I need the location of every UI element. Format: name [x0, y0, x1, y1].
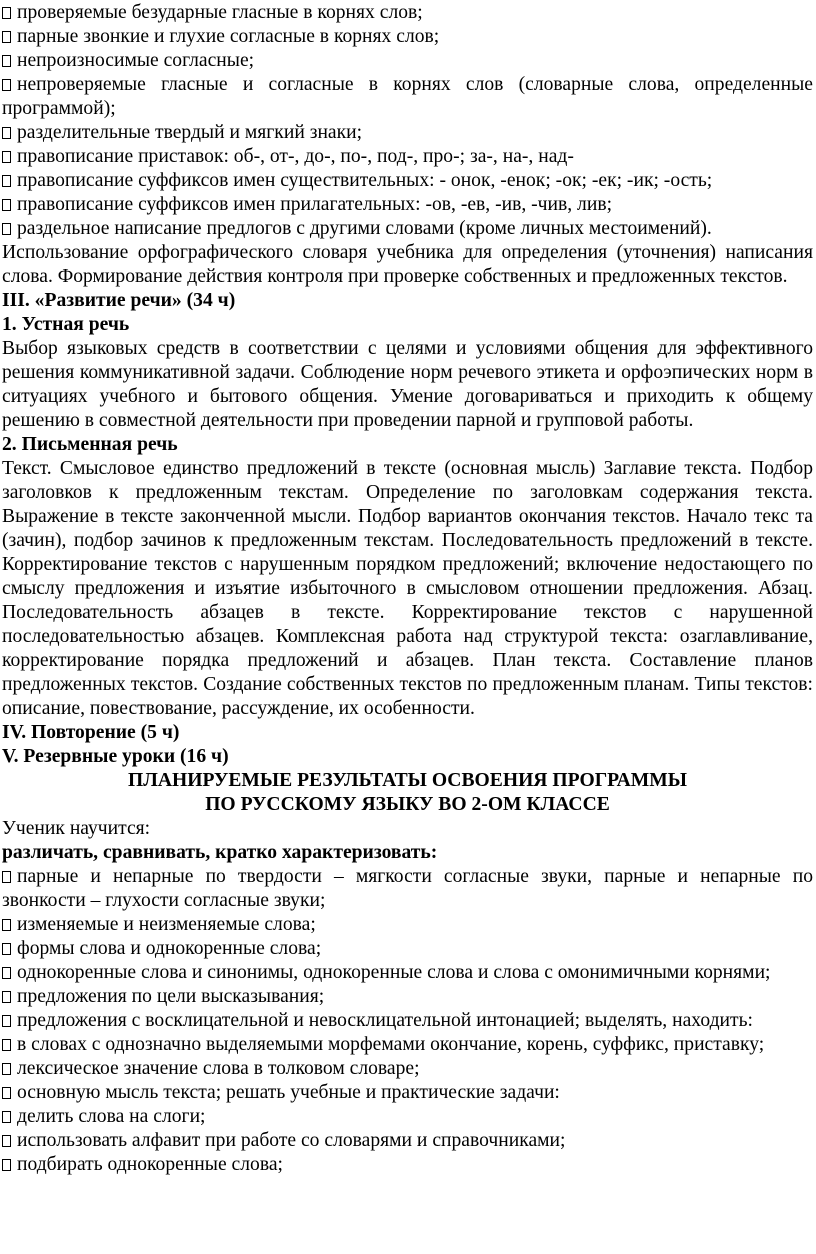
- bullet-box-icon: [2, 991, 11, 1003]
- oral-speech-title: 1. Устная речь: [2, 314, 130, 335]
- list-item: парные звонкие и глухие согласные в корнях слов;: [2, 25, 813, 49]
- list-item: правописание суффиксов имен прилагательных: -ов, -ев, -ив, -чив, лив;: [2, 193, 813, 217]
- bullet-box-icon: [2, 79, 11, 91]
- bullet-box-icon: [2, 871, 11, 883]
- bullet-box-icon: [2, 7, 11, 19]
- results-title-line-2: ПО РУССКОМУ ЯЗЫКУ ВО 2-ОМ КЛАССЕ: [205, 794, 610, 815]
- student-will-learn: Ученик научится:: [2, 818, 151, 839]
- spelling-rules-list: [2, 1, 813, 241]
- list-item: делить слова на слоги;: [2, 1105, 813, 1129]
- bullet-box-icon: [2, 175, 11, 187]
- orthography-paragraph: Использование орфографического словаря учебника для определения (уточнения) написания слова. Формирование действия контроля при проверке собственных и предложенных текстов.: [2, 242, 813, 287]
- list-item: раздельное написание предлогов с другими словами (кроме личных местоимений).: [2, 217, 813, 241]
- distinguish-title: различать, сравнивать, кратко характеризовать:: [2, 842, 438, 863]
- list-item: использовать алфавит при работе со словарями и справочниками;: [2, 1129, 813, 1153]
- list-item: изменяемые и неизменяемые слова;: [2, 913, 813, 937]
- list-item: лексическое значение слова в толковом словаре;: [2, 1057, 813, 1081]
- bullet-box-icon: [2, 1135, 11, 1147]
- bullet-box-icon: [2, 31, 11, 43]
- written-speech-paragraph: Текст. Смысловое единство предложений в тексте (основная мысль) Заглавие текста. Подбор заголовков к предложенным текстам. Определение по заголовкам содержания текста. Выражение в тексте законченной мысли. Подбор вариантов окончания текстов. Начало текс та (зачин), подбор зачинов к предложенным текстам. Последовательность предложений в тексте. Корректирование текстов с нарушенным порядком предложений; включение недостающего по смыслу предложения и изъятие избыточного в смысловом отношении предложения. Абзац. Последовательность абзацев в тексте. Корректирование текстов с нарушенной последовательностью абзацев. Комплексная работа над структурой текста: озаглавливание, корректирование порядка предложений и абзацев. План текста. Составление планов предложенных текстов. Создание собственных текстов по предложенным планам. Типы текстов: описание, повествование, рассуждение, их особенности.: [2, 458, 813, 719]
- bullet-box-icon: [2, 223, 11, 235]
- document-page: [2, 1, 813, 1177]
- bullet-box-icon: [2, 919, 11, 931]
- bullet-box-icon: [2, 967, 11, 979]
- oral-speech-paragraph: Выбор языковых средств в соответствии с целями и условиями общения для эффективного решения коммуникативной задачи. Соблюдение норм речевого этикета и орфоэпических норм в ситуациях учебного и бытового общения. Умение договариваться и приходить к общему решению в совместной деятельности при проведении парной и групповой работы.: [2, 338, 813, 431]
- bullet-box-icon: [2, 1015, 11, 1027]
- learning-outcomes-list: [2, 865, 813, 1177]
- list-item: разделительные твердый и мягкий знаки;: [2, 121, 813, 145]
- bullet-box-icon: [2, 1159, 11, 1171]
- written-speech-title: 2. Письменная речь: [2, 434, 178, 455]
- list-item: предложения с восклицательной и невосклицательной интонацией; выделять, находить:: [2, 1009, 813, 1033]
- bullet-box-icon: [2, 1087, 11, 1099]
- bullet-box-icon: [2, 1111, 11, 1123]
- list-item: в словах с однозначно выделяемыми морфемами окончание, корень, суффикс, приставку;: [2, 1033, 813, 1057]
- list-item: правописание суффиксов имен существительных: - онок, -енок; -ок; -ек; -ик; -ость;: [2, 169, 813, 193]
- results-title-line-1: ПЛАНИРУЕМЫЕ РЕЗУЛЬТАТЫ ОСВОЕНИЯ ПРОГРАММЫ: [127, 770, 687, 791]
- bullet-box-icon: [2, 943, 11, 955]
- list-item: предложения по цели высказывания;: [2, 985, 813, 1009]
- bullet-box-icon: [2, 151, 11, 163]
- list-item: подбирать однокоренные слова;: [2, 1153, 813, 1177]
- list-item: проверяемые безударные гласные в корнях слов;: [2, 1, 813, 25]
- bullet-box-icon: [2, 1039, 11, 1051]
- section-5-title: V. Резервные уроки (16 ч): [2, 746, 229, 767]
- list-item: непроверяемые гласные и согласные в корнях слов (словарные слова, определенные программой);: [2, 74, 813, 119]
- list-item: формы слова и однокоренные слова;: [2, 937, 813, 961]
- list-item: основную мысль текста; решать учебные и практические задачи:: [2, 1081, 813, 1105]
- list-item: однокоренные слова и синонимы, однокоренные слова и слова с омонимичными корнями;: [2, 961, 813, 985]
- bullet-box-icon: [2, 55, 11, 67]
- section-3-title: III. «Развитие речи» (34 ч): [2, 290, 236, 311]
- bullet-box-icon: [2, 127, 11, 139]
- bullet-box-icon: [2, 1063, 11, 1075]
- list-item: непроизносимые согласные;: [2, 49, 813, 73]
- bullet-box-icon: [2, 199, 11, 211]
- section-4-title: IV. Повторение (5 ч): [2, 722, 180, 743]
- list-item: правописание приставок: об-, от-, до-, по-, под-, про-; за-, на-, над-: [2, 145, 813, 169]
- list-item: парные и непарные по твердости – мягкости согласные звуки, парные и непарные по звонкости – глухости согласные звуки;: [2, 866, 813, 911]
